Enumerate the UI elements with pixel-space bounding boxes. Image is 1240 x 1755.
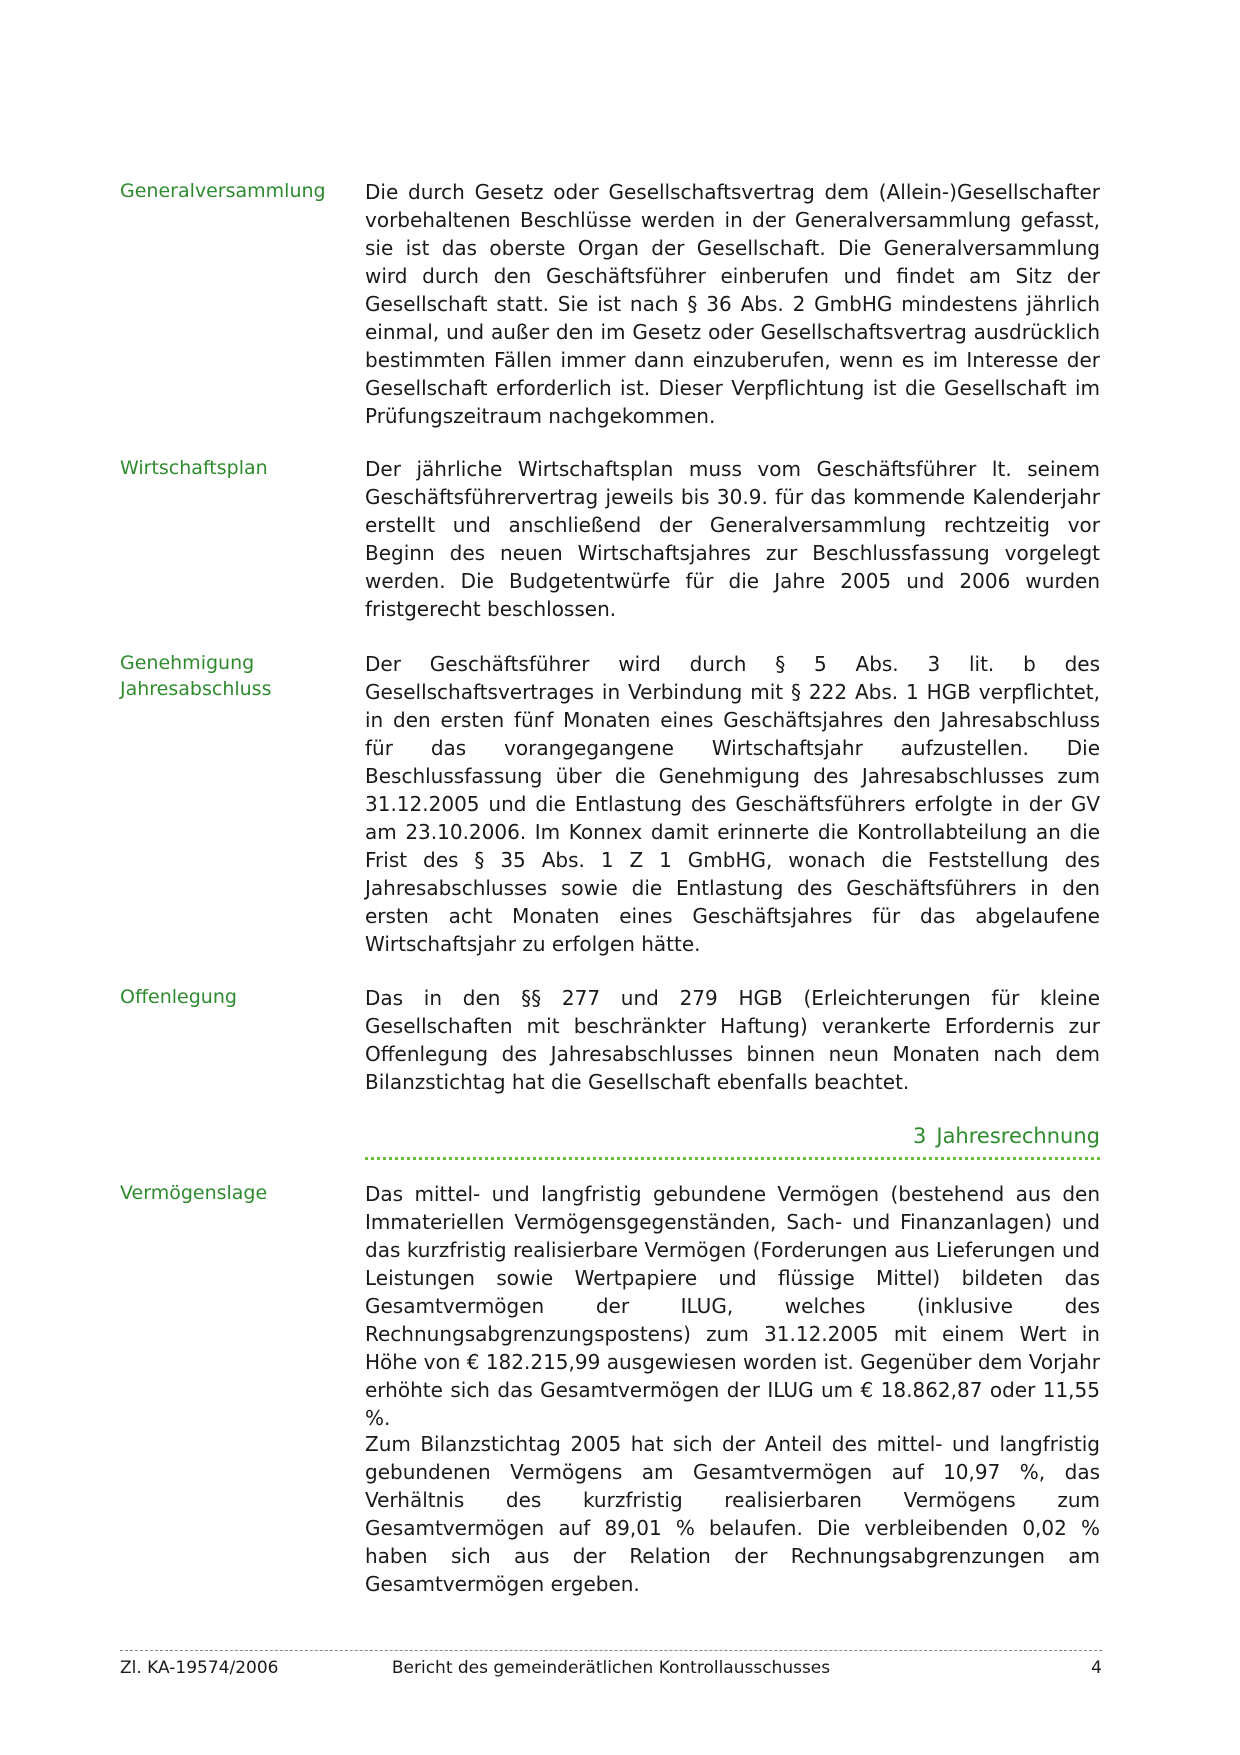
paragraph: Der Geschäftsführer wird durch § 5 Abs. 3 lit. b des Gesellschaftsvertrages in Verbindung mit § 222 Abs. 1 HGB verpflichtet, in den ersten fünf Monaten eines Geschäftsjahres den Jahresabschluss für das vorangegangene Wirtschaftsjahr aufzustellen. Die Beschlussfassung über die Genehmigung des Jahresabschlusses zum 31.12.2005 und die Entlastung des Geschäftsführers erfolgte in der GV am 23.10.2006. Im Konnex damit erinnerte die Kontrollabteilung an die Frist des § 35 Abs. 1 Z 1 GmbHG, wonach die Feststellung des Jahresabschlusses sowie die Entlastung des Geschäftsführers in den ersten acht Monaten eines Geschäftsjahres für das abgelaufene Wirtschaftsjahr zu erfolgen hätte. [365, 652, 1100, 956]
section-title: Jahresrechnung [936, 1124, 1100, 1148]
footer-divider [120, 1650, 1102, 1651]
paragraph: Der jährliche Wirtschaftsplan muss vom Geschäftsführer lt. seinem Geschäftsführervertrag jeweils bis 30.9. für das kommende Kalenderjahr erstellt und anschließend der Generalversammlung rechtzeitig vor Beginn des neuen Wirtschaftsjahres zur Beschlussfassung vorgelegt werden. Die Budgetentwürfe für die Jahre 2005 und 2006 wurden fristgerecht beschlossen. [365, 457, 1100, 621]
margin-label: Vermögenslage [120, 1182, 268, 1204]
margin-label: Genehmigung Jahresabschluss [120, 652, 272, 700]
margin-label: Wirtschaftsplan [120, 457, 268, 479]
paragraph: Das in den §§ 277 und 279 HGB (Erleichterungen für kleine Gesellschaften mit beschränkter Haftung) verankerte Erfordernis zur Offenlegung des Jahresabschlusses binnen neun Monaten nach dem Bilanzstichtag hat die Gesellschaft ebenfalls beachtet. [365, 986, 1100, 1094]
paragraph: Das mittel- und langfristig gebundene Vermögen (bestehend aus den Immateriellen Vermögensgegenständen, Sach- und Finanzanlagen) und das kurzfristig realisierbare Vermögen (Forderungen aus Lieferungen und Leistungen sowie Wertpapiere und flüssige Mittel) bildeten das Gesamtvermögen der ILUG, welches (inklusive des Rechnungsabgrenzungspostens) zum 31.12.2005 mit einem Wert in Höhe von € 182.215,99 ausgewiesen worden ist. Gegenüber dem Vorjahr erhöhte sich das Gesamtvermögen der ILUG um € 18.862,87 oder 11,55 %. [365, 1182, 1100, 1430]
footer-title: Bericht des gemeinderätlichen Kontrollausschusses [391, 1658, 831, 1678]
paragraph: Die durch Gesetz oder Gesellschaftsvertrag dem (Allein-)Gesellschafter vorbehaltenen Beschlüsse werden in der Generalversammlung gefasst, sie ist das oberste Organ der Gesellschaft. Die Generalversammlung wird durch den Geschäftsführer einberufen und findet am Sitz der Gesellschaft statt. Sie ist nach § 36 Abs. 2 GmbHG mindestens jährlich einmal, und außer den im Gesetz oder Gesellschaftsvertrag ausdrücklich bestimmten Fällen immer dann einzuberufen, wenn es im Interesse der Gesellschaft erforderlich ist. Dieser Verpflichtung ist die Gesellschaft im Prüfungszeitraum nachgekommen. [365, 180, 1100, 428]
section-heading-rule [365, 1157, 1100, 1160]
footer-reference: Zl. KA-19574/2006 [120, 1658, 279, 1678]
paragraph: Zum Bilanzstichtag 2005 hat sich der Anteil des mittel- und langfristig gebundenen Vermögens am Gesamtvermögen auf 10,97 %, das Verhältnis des kurzfristig realisierbaren Vermögens zum Gesamtvermögen auf 89,01 % belaufen. Die verbleibenden 0,02 % haben sich aus der Relation der Rechnungsabgrenzungen am Gesamtvermögen ergeben. [365, 1432, 1100, 1596]
margin-label: Generalversammlung [120, 180, 326, 202]
margin-label: Offenlegung [120, 986, 237, 1008]
section-number: 3 [913, 1124, 927, 1148]
page-number: 4 [1091, 1658, 1102, 1678]
section-heading [365, 1122, 1100, 1150]
